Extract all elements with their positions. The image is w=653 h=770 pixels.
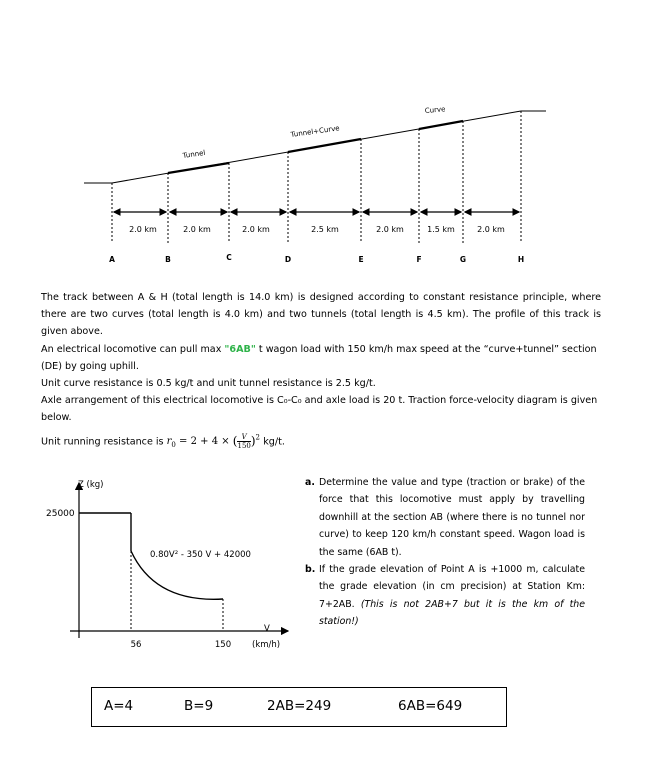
question-b-note: (This is not 2AB+7 but it is the km of the station!) (319, 598, 585, 628)
question-b (305, 561, 585, 631)
question-b-text: If the grade elevation of Point A is +1000 m, calculate the grade elevation (in cm precision) at Station Km: 7+2AB. (319, 564, 585, 610)
station-label-e: E (358, 255, 364, 264)
question-a (305, 474, 585, 561)
x-axis-label-v: V (264, 624, 270, 634)
resistance-formula: $r_0 = 2 + 4 \times (\frac{V}{150})^2$ (166, 432, 261, 450)
distance-label-fg: 1.5 km (427, 225, 455, 234)
x-tick-150: 150 (214, 640, 232, 650)
curve-segment (419, 121, 463, 129)
statement-p4: Axle arrangement of this electrical locomotive is C₀-C₀ and axle load is 20 t. Traction force-velocity diagram is given below. (41, 395, 598, 424)
y-value-label: 25000 (46, 509, 75, 519)
question-b-label: b. (305, 564, 316, 576)
statement-p5 (41, 430, 601, 455)
statement-p5-after: kg/t. (263, 435, 285, 447)
station-label-h: H (517, 255, 525, 264)
x-tick-56: 56 (130, 640, 142, 650)
station-label-g: G (459, 255, 467, 264)
questions (305, 474, 585, 631)
tunnel-segment (168, 163, 229, 173)
statement-p1: The track between A & H (total length is 14.0 km) is designed according to constant resistance principle, where there are two curves (total length is 4.0 km) and two tunnels (total length is 4.5 km). The profile of this track is given above. (41, 292, 601, 338)
traction-force-velocity-diagram (30, 475, 300, 655)
question-a-text: Determine the value and type (traction or brake) of the force that this locomotive must apply by travelling downhill at the section AB (where there is no tunnel nor curve) to keep 120 km/h constant speed. Wagon load is the same (6AB t). (319, 477, 585, 558)
x-axis-label-unit: (km/h) (252, 640, 281, 650)
distance-label-ab: 2.0 km (129, 225, 157, 234)
value-2ab: 2AB=249 (267, 698, 332, 714)
statement-p2-before: An electrical locomotive can pull max (41, 343, 225, 355)
statement-p2-after: t wagon load with 150 km/h max speed at the “curve+tunnel” section (DE) by going uphill. (41, 343, 597, 372)
problem-statement (41, 289, 601, 454)
segment-label-tunnel: Tunnel (182, 148, 206, 160)
values-box (91, 687, 507, 727)
value-a: A=4 (104, 698, 134, 714)
value-b: B=9 (184, 698, 214, 714)
segment-label-curve: Curve (424, 105, 446, 115)
station-label-b: B (165, 255, 171, 264)
question-a-label: a. (305, 477, 315, 488)
y-axis-label: Z (kg) (78, 480, 104, 490)
distance-label-de: 2.5 km (311, 225, 339, 234)
distance-label-bc: 2.0 km (183, 225, 211, 234)
station-label-c: C (226, 253, 232, 262)
value-6ab: 6AB=649 (398, 698, 463, 714)
station-label-d: D (284, 255, 292, 264)
tunnel-curve-segment (288, 139, 361, 152)
statement-p5-before: Unit running resistance is (41, 435, 167, 447)
station-label-f: F (416, 255, 422, 264)
track-profile-diagram (0, 0, 653, 275)
statement-p2 (41, 341, 601, 375)
curve-formula-label: 0.80V² - 350 V + 42000 (150, 550, 251, 560)
segment-label-tunnel-curve: Tunnel+Curve (290, 124, 341, 139)
statement-p3: Unit curve resistance is 0.5 kg/t and unit tunnel resistance is 2.5 kg/t. (41, 378, 376, 390)
wagon-load-highlight: "6AB" (224, 343, 256, 355)
distance-label-ef: 2.0 km (376, 225, 404, 234)
distance-label-cd: 2.0 km (242, 225, 270, 234)
distance-label-gh: 2.0 km (477, 225, 505, 234)
station-label-a: A (109, 255, 115, 264)
